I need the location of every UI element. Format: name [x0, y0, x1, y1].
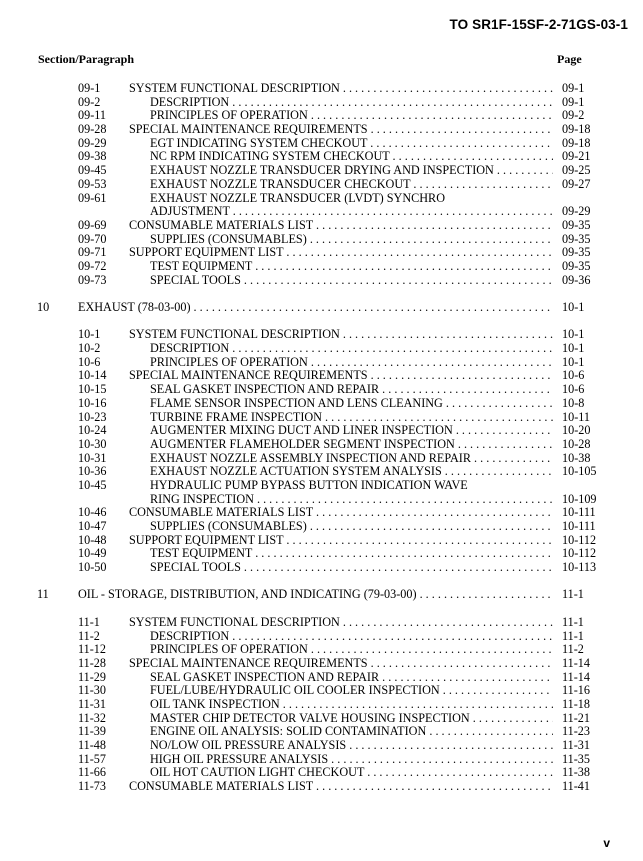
page-number: 09-29 [562, 204, 591, 219]
section-spacer [0, 602, 643, 616]
paragraph-number: 10-23 [78, 409, 107, 424]
paragraph-title: TEST EQUIPMENT . . . [150, 547, 553, 561]
paragraph-number: 11-32 [78, 710, 106, 725]
page-number: 10-6 [562, 382, 585, 397]
page-number: 10-38 [562, 450, 591, 465]
toc-entry-row [0, 96, 643, 110]
page-number: 09-35 [562, 231, 591, 246]
toc-entry-row [0, 383, 643, 397]
toc-entry-row [0, 246, 643, 260]
paragraph-number: 10-49 [78, 546, 107, 561]
toc-entry-row [0, 725, 643, 739]
paragraph-number: 10-15 [78, 382, 107, 397]
paragraph-title: FLAME SENSOR INSPECTION AND LENS CLEANING . . . [150, 397, 553, 411]
paragraph-title: SPECIAL TOOLS . . . [150, 561, 553, 575]
section-number: 11 [37, 587, 49, 602]
paragraph-number: 09-69 [78, 217, 107, 232]
paragraph-number: 09-71 [78, 245, 107, 260]
page-number: 10-112 [562, 532, 597, 547]
paragraph-title: HIGH OIL PRESSURE ANALYSIS . . . [150, 753, 553, 767]
paragraph-number: 09-53 [78, 176, 107, 191]
toc-entry-row [0, 356, 643, 370]
paragraph-number: 11-73 [78, 779, 106, 794]
paragraph-number: 10-6 [78, 354, 101, 369]
page-number: 09-18 [562, 135, 591, 150]
toc-entry-row [0, 534, 643, 548]
paragraph-number: 09-29 [78, 135, 107, 150]
paragraph-number: 09-61 [78, 190, 107, 205]
paragraph-title: HYDRAULIC PUMP BYPASS BUTTON INDICATION WAVE [150, 478, 468, 492]
paragraph-title: SEAL GASKET INSPECTION AND REPAIR . . . [150, 671, 553, 685]
paragraph-title: EXHAUST NOZZLE ACTUATION SYSTEM ANALYSIS . . . [150, 465, 553, 479]
paragraph-title: EGT INDICATING SYSTEM CHECKOUT . . . [150, 137, 553, 151]
page-number: 11-41 [562, 779, 590, 794]
toc-entry-row [0, 766, 643, 780]
page-number: 10-20 [562, 423, 591, 438]
paragraph-number: 11-30 [78, 683, 106, 698]
paragraph-title: SYSTEM FUNCTIONAL DESCRIPTION . . . [129, 82, 553, 96]
paragraph-title: SPECIAL TOOLS . . . [150, 274, 553, 288]
paragraph-title: PRINCIPLES OF OPERATION . . . [150, 643, 553, 657]
page-number: 10-112 [562, 546, 597, 561]
toc-entry-row [0, 205, 643, 219]
page-number: 11-1 [562, 614, 584, 629]
page-number: 11-14 [562, 655, 590, 670]
page-number: 10-111 [562, 505, 596, 520]
paragraph-title: SYSTEM FUNCTIONAL DESCRIPTION . . . [129, 616, 553, 630]
paragraph-number: 09-73 [78, 272, 107, 287]
page-number: 09-35 [562, 245, 591, 260]
paragraph-title: SUPPLIES (CONSUMABLES) . . . [150, 520, 553, 534]
toc-entry-row [0, 465, 643, 479]
paragraph-title: CONSUMABLE MATERIALS LIST . . . [129, 219, 553, 233]
paragraph-title: MASTER CHIP DETECTOR VALVE HOUSING INSPECTION . . . [150, 712, 553, 726]
paragraph-number: 10-1 [78, 327, 101, 342]
paragraph-number: 11-39 [78, 724, 106, 739]
page-number: 09-36 [562, 272, 591, 287]
paragraph-number: 10-50 [78, 560, 107, 575]
page-number: 10-11 [562, 409, 590, 424]
page-number: 09-27 [562, 176, 591, 191]
toc-entry-row [0, 328, 643, 342]
toc-entry-row [0, 452, 643, 466]
paragraph-title: AUGMENTER FLAMEHOLDER SEGMENT INSPECTION . . . [150, 438, 553, 452]
toc-entry-row [0, 411, 643, 425]
paragraph-number: 11-29 [78, 669, 106, 684]
page-number: 09-25 [562, 163, 591, 178]
paragraph-number: 10-2 [78, 341, 101, 356]
paragraph-title: EXHAUST NOZZLE TRANSDUCER DRYING AND INSPECTION . . . [150, 164, 553, 178]
paragraph-number: 10-16 [78, 395, 107, 410]
page-number: 10-111 [562, 519, 596, 533]
paragraph-title: CONSUMABLE MATERIALS LIST . . . [129, 780, 553, 794]
toc-entry-row [0, 657, 643, 671]
paragraph-number: 10-46 [78, 505, 107, 520]
toc-entry-row [0, 438, 643, 452]
paragraph-title: SPECIAL MAINTENANCE REQUIREMENTS . . . [129, 369, 553, 383]
page-number: 11-23 [562, 724, 590, 739]
paragraph-number: 11-57 [78, 751, 106, 766]
paragraph-number: 10-48 [78, 532, 107, 547]
paragraph-number: 09-11 [78, 108, 106, 123]
paragraph-number: 11-28 [78, 655, 106, 670]
toc-entry-row [0, 192, 643, 206]
paragraph-title: SEAL GASKET INSPECTION AND REPAIR . . . [150, 383, 553, 397]
paragraph-number: 09-45 [78, 163, 107, 178]
page-number: 10-8 [562, 395, 585, 410]
toc-entry-row [0, 137, 643, 151]
paragraph-title: SUPPORT EQUIPMENT LIST . . . [129, 534, 553, 548]
page-number: 11-18 [562, 696, 590, 711]
paragraph-number: 10-14 [78, 368, 107, 383]
toc-entry-row [0, 164, 643, 178]
page-number: 09-35 [562, 217, 591, 232]
paragraph-title: OIL TANK INSPECTION . . . [150, 698, 553, 712]
paragraph-title: EXHAUST NOZZLE ASSEMBLY INSPECTION AND REPAIR . . . [150, 452, 553, 466]
toc-section-row [0, 588, 643, 602]
toc-entry-row [0, 739, 643, 753]
paragraph-number: 10-45 [78, 477, 107, 492]
toc-entry-row [0, 561, 643, 575]
page-number: 09-1 [562, 94, 585, 109]
paragraph-number: 11-1 [78, 614, 100, 629]
toc-entry-row [0, 82, 643, 96]
toc-entry-row [0, 616, 643, 630]
table-of-contents [0, 82, 643, 794]
section-spacer [0, 575, 643, 589]
toc-entry-row [0, 260, 643, 274]
section-title: OIL - STORAGE, DISTRIBUTION, AND INDICATING (79-03-00) . . . [78, 588, 553, 602]
paragraph-title: SYSTEM FUNCTIONAL DESCRIPTION . . . [129, 328, 553, 342]
paragraph-number: 09-1 [78, 81, 101, 95]
page-number: 11-35 [562, 751, 590, 766]
paragraph-title: EXHAUST NOZZLE TRANSDUCER CHECKOUT . . . [150, 178, 553, 192]
paragraph-number: 10-36 [78, 464, 107, 479]
page-number: 10-105 [562, 464, 597, 479]
page-number: 11-14 [562, 669, 590, 684]
page-folio: v [603, 836, 610, 850]
paragraph-title: NC RPM INDICATING SYSTEM CHECKOUT . . . [150, 150, 553, 164]
paragraph-number: 11-31 [78, 696, 106, 711]
paragraph-title: AUGMENTER MIXING DUCT AND LINER INSPECTION . . . [150, 424, 553, 438]
page-number: 10-109 [562, 491, 597, 506]
page-number: 09-21 [562, 149, 591, 164]
page-number: 11-16 [562, 683, 590, 698]
toc-entry-row [0, 123, 643, 137]
paragraph-title: FUEL/LUBE/HYDRAULIC OIL COOLER INSPECTION . . . [150, 684, 553, 698]
paragraph-number: 09-72 [78, 258, 107, 273]
toc-entry-row [0, 520, 643, 534]
page-number: 11-1 [562, 628, 584, 643]
toc-entry-row [0, 178, 643, 192]
paragraph-number: 11-2 [78, 628, 100, 643]
paragraph-title: TEST EQUIPMENT . . . [150, 260, 553, 274]
toc-entry-row [0, 493, 643, 507]
paragraph-title: SPECIAL MAINTENANCE REQUIREMENTS . . . [129, 123, 553, 137]
toc-entry-row [0, 643, 643, 657]
paragraph-number: 09-70 [78, 231, 107, 246]
toc-entry-row [0, 753, 643, 767]
paragraph-title: TURBINE FRAME INSPECTION . . . [150, 411, 553, 425]
paragraph-number: 11-48 [78, 738, 106, 752]
section-spacer [0, 315, 643, 329]
paragraph-title: SPECIAL MAINTENANCE REQUIREMENTS . . . [129, 657, 553, 671]
toc-section-row [0, 301, 643, 315]
toc-entry-row [0, 109, 643, 123]
paragraph-title: SUPPLIES (CONSUMABLES) . . . [150, 233, 553, 247]
paragraph-title: EXHAUST NOZZLE TRANSDUCER (LVDT) SYNCHRO [150, 191, 445, 205]
paragraph-title: DESCRIPTION . . . [150, 96, 553, 110]
toc-entry-row [0, 698, 643, 712]
toc-entry-row [0, 630, 643, 644]
page-number: 11-31 [562, 738, 590, 752]
page-number: 09-2 [562, 108, 585, 123]
paragraph-title: DESCRIPTION . . . [150, 342, 553, 356]
toc-entry-row [0, 274, 643, 288]
toc-entry-row [0, 219, 643, 233]
toc-entry-row [0, 369, 643, 383]
paragraph-number: 10-24 [78, 423, 107, 438]
paragraph-number: 10-47 [78, 519, 107, 533]
page-number: 10-1 [562, 354, 585, 369]
toc-entry-row [0, 547, 643, 561]
page-column-label: Page [557, 52, 582, 66]
page-number: 10-1 [562, 327, 585, 342]
paragraph-title: NO/LOW OIL PRESSURE ANALYSIS . . . [150, 739, 553, 753]
page-number: 11-2 [562, 642, 584, 657]
page-number: 11-21 [562, 710, 590, 725]
section-spacer [0, 287, 643, 301]
paragraph-title: SUPPORT EQUIPMENT LIST . . . [129, 246, 553, 260]
paragraph-number: 11-12 [78, 642, 106, 657]
toc-entry-row [0, 342, 643, 356]
paragraph-number: 09-38 [78, 149, 107, 164]
paragraph-title: CONSUMABLE MATERIALS LIST . . . [129, 506, 553, 520]
section-paragraph-column-label: Section/Paragraph [38, 52, 134, 66]
paragraph-number: 09-28 [78, 122, 107, 137]
paragraph-title: PRINCIPLES OF OPERATION . . . [150, 356, 553, 370]
paragraph-title: DESCRIPTION . . . [150, 630, 553, 644]
toc-entry-row [0, 506, 643, 520]
paragraph-number: 09-2 [78, 94, 101, 109]
page-number: 10-6 [562, 368, 585, 383]
paragraph-number: 11-66 [78, 765, 106, 780]
section-number: 10 [37, 300, 50, 314]
page-number: 10-28 [562, 436, 591, 451]
page-number: 10-113 [562, 560, 597, 575]
paragraph-number: 10-30 [78, 436, 107, 451]
section-title: EXHAUST (78-03-00) . . . [78, 301, 553, 315]
paragraph-number: 10-31 [78, 450, 107, 465]
page-number: 09-35 [562, 258, 591, 273]
page-number: 10-1 [562, 341, 585, 356]
toc-entry-row [0, 479, 643, 493]
paragraph-title: PRINCIPLES OF OPERATION . . . [150, 109, 553, 123]
paragraph-title: RING INSPECTION . . . [150, 493, 553, 507]
toc-entry-row [0, 150, 643, 164]
page-number: 09-1 [562, 81, 585, 95]
toc-entry-row [0, 712, 643, 726]
toc-entry-row [0, 780, 643, 794]
paragraph-title: ENGINE OIL ANALYSIS: SOLID CONTAMINATION . . . [150, 725, 553, 739]
toc-entry-row [0, 671, 643, 685]
page-number: 11-38 [562, 765, 590, 780]
page-number: 11-1 [562, 587, 584, 602]
toc-entry-row [0, 233, 643, 247]
toc-entry-row [0, 397, 643, 411]
paragraph-title: ADJUSTMENT . . . [150, 205, 553, 219]
document-id: TO SR1F-15SF-2-71GS-03-1 [449, 17, 628, 32]
paragraph-title: OIL HOT CAUTION LIGHT CHECKOUT . . . [150, 766, 553, 780]
toc-entry-row [0, 684, 643, 698]
page-number: 09-18 [562, 122, 591, 137]
page-number: 10-1 [562, 300, 585, 314]
toc-entry-row [0, 424, 643, 438]
